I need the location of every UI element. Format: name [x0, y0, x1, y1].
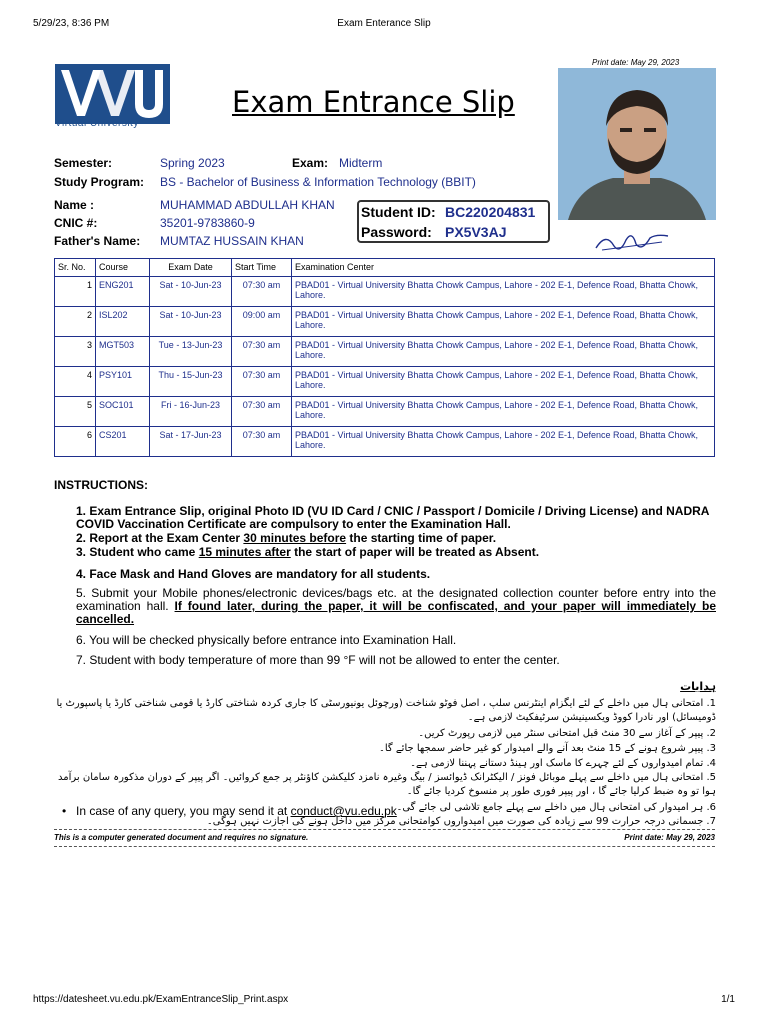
instruction-1: 1. Exam Entrance Slip, original Photo ID (VU ID Card / CNIC / Passport / Domicile / Driving License) and NADRA COVID Vaccination Certificate are compulsory to enter the Examination Hall. — [76, 504, 710, 531]
name-label: Name : — [54, 198, 95, 212]
cell-date: Tue - 13-Jun-23 — [150, 337, 232, 367]
cell-center: PBAD01 - Virtual University Bhatta Chowk Campus, Lahore - 202 E-1, Defence Road, Bhatta Chowk, Lahore. — [292, 307, 715, 337]
father-label: Father's Name: — [54, 234, 141, 248]
exam-schedule-table — [54, 258, 715, 457]
table-header-row — [55, 259, 715, 277]
cell-time: 07:30 am — [232, 427, 292, 457]
header-time: Start Time — [232, 259, 292, 277]
cell-date: Sat - 10-Jun-23 — [150, 307, 232, 337]
divider-top — [54, 829, 715, 830]
instructions-heading: INSTRUCTIONS: — [54, 478, 148, 492]
cell-time: 07:30 am — [232, 367, 292, 397]
cell-center: PBAD01 - Virtual University Bhatta Chowk Campus, Lahore - 202 E-1, Defence Road, Bhatta Chowk, Lahore. — [292, 337, 715, 367]
semester-value: Spring 2023 — [160, 156, 225, 170]
instruction-4: 4. Face Mask and Hand Gloves are mandatory for all students. — [76, 567, 431, 581]
exam-label: Exam: — [292, 156, 329, 170]
print-page-title: Exam Enterance Slip — [337, 18, 431, 29]
instruction-2-b: 30 minutes before — [243, 531, 347, 545]
cell-center: PBAD01 - Virtual University Bhatta Chowk Campus, Lahore - 202 E-1, Defence Road, Bhatta Chowk, Lahore. — [292, 427, 715, 457]
urdu-instruction-4: 4. تمام امیدواروں کے لئے چہرے کا ماسک اور ہینڈ دستانے پہننا لازمی ہے۔ — [410, 758, 716, 769]
instruction-5-a: 5. Submit your Mobile phones/electronic devices/bags etc. at the designated collection counter before entry into the examination hall. — [76, 586, 716, 613]
cell-course: ENG201 — [96, 277, 150, 307]
cell-date: Thu - 15-Jun-23 — [150, 367, 232, 397]
print-page-count: 1/1 — [721, 994, 735, 1005]
instruction-2 — [76, 532, 716, 545]
cell-time: 07:30 am — [232, 337, 292, 367]
query-text: In case of any query, you may send it at — [76, 804, 291, 818]
cell-time: 09:00 am — [232, 307, 292, 337]
cell-sr: 2 — [55, 307, 96, 337]
cell-center: PBAD01 - Virtual University Bhatta Chowk Campus, Lahore - 202 E-1, Defence Road, Bhatta Chowk, Lahore. — [292, 397, 715, 427]
urdu-instruction-6: 6. ہر امیدوار کی امتحانی ہال میں داخلے سے پہلے جامع تلاشی لی جائے گی۔ — [396, 802, 716, 813]
instruction-3 — [76, 546, 716, 559]
signature-image — [592, 228, 672, 256]
divider-bottom — [54, 846, 715, 847]
urdu-instructions-heading: ہدایات — [680, 680, 716, 693]
cell-course: PSY101 — [96, 367, 150, 397]
urdu-instruction-5: 5. امتحانی ہال میں داخلے سے پہلے موبائل فونز / الیکٹرانک ڈیوائسز / بیگ وغیرہ نامزد کلیکشن کاؤنٹر پر جمع کروائیں۔ اگر پیپر کے دوران مذکورہ سامان برآمد ہوا تو وہ ضبط کرلیا جائے گا ، اور پیپر فوری طور پر منسوخ کردیا جائے گا۔ — [58, 772, 716, 797]
cell-sr: 5 — [55, 397, 96, 427]
instruction-3-c: the start of paper will be treated as Absent. — [290, 545, 540, 559]
header-center: Examination Center — [292, 259, 715, 277]
student-photo — [558, 68, 716, 220]
student-id-value: BC220204831 — [445, 204, 536, 220]
semester-label: Semester: — [54, 156, 113, 170]
instruction-3-a: 3. Student who came — [76, 545, 199, 559]
father-value: MUMTAZ HUSSAIN KHAN — [160, 234, 304, 248]
cell-center: PBAD01 - Virtual University Bhatta Chowk Campus, Lahore - 202 E-1, Defence Road, Bhatta Chowk, Lahore. — [292, 367, 715, 397]
exam-value: Midterm — [339, 156, 383, 170]
instruction-6: 6. You will be checked physically before entrance into Examination Hall. — [76, 633, 457, 647]
bullet-icon: • — [62, 804, 67, 818]
cell-sr: 4 — [55, 367, 96, 397]
program-value: BS - Bachelor of Business & Information Technology (BBIT) — [160, 175, 476, 189]
cnic-label: CNIC #: — [54, 216, 98, 230]
table-row — [55, 367, 715, 397]
table-row — [55, 337, 715, 367]
cnic-value: 35201-9783860-9 — [160, 216, 255, 230]
table-row — [55, 307, 715, 337]
cell-sr: 3 — [55, 337, 96, 367]
table-row — [55, 427, 715, 457]
instruction-5-b: If found later, during the paper, it will be confiscated, and your paper will immediately be cancelled. — [76, 599, 716, 626]
cell-course: SOC101 — [96, 397, 150, 427]
urdu-instruction-3: 3. پیپر شروع ہونے کے 15 منٹ بعد آنے والے امیدوار کو غیر حاضر سمجھا جائے گا۔ — [378, 743, 716, 754]
table-row — [55, 397, 715, 427]
print-datetime: 5/29/23, 8:36 PM — [33, 18, 110, 29]
cell-time: 07:30 am — [232, 277, 292, 307]
cell-sr: 6 — [55, 427, 96, 457]
urdu-instruction-2: 2. پیپر کے آغاز سے 30 منٹ قبل امتحانی سنٹر میں لازمی رپورٹ کریں۔ — [418, 728, 716, 739]
print-date-top: Print date: May 29, 2023 — [592, 58, 680, 67]
cell-date: Fri - 16-Jun-23 — [150, 397, 232, 427]
instruction-5 — [76, 587, 716, 626]
header-course: Course — [96, 259, 150, 277]
password-label: Password: — [361, 224, 432, 240]
table-row — [55, 277, 715, 307]
logo-caption: Virtual University — [55, 118, 139, 129]
header-sr: Sr. No. — [55, 259, 96, 277]
instruction-3-b: 15 minutes after — [198, 545, 291, 559]
urdu-instruction-1: 1. امتحانی ہال میں داخلے کے لئے ایگزام اینٹرنس سلپ ، اصل فوٹو شناخت (ورچوئل یونیورسٹی کا جاری کردہ شناختی کارڈ یا قومی شناختی کارڈ یا پاسپورٹ یا ڈومیسائل) اور نادرا کووڈ ویکسینیشن سرٹیفکیٹ لازمی ہے۔ — [56, 698, 716, 723]
page-title: Exam Entrance Slip — [232, 85, 515, 119]
footer-note-right: Print date: May 29, 2023 — [624, 833, 715, 842]
urdu-instruction-7: 7. جسمانی درجہ حرارت 99 سے زیادہ کی صورت میں امیدواروں کوامتحانی مرکز میں داخل ہونے کی اجازت نہیں ہوگی۔ — [206, 816, 716, 827]
cell-course: CS201 — [96, 427, 150, 457]
password-value: PX5V3AJ — [445, 224, 507, 240]
name-value: MUHAMMAD ABDULLAH KHAN — [160, 198, 335, 212]
cell-date: Sat - 10-Jun-23 — [150, 277, 232, 307]
student-id-label: Student ID: — [361, 204, 436, 220]
instruction-2-c: the starting time of paper. — [346, 531, 497, 545]
instruction-2-a: 2. Report at the Exam Center — [76, 531, 244, 545]
print-url: https://datesheet.vu.edu.pk/ExamEntranceSlip_Print.aspx — [33, 994, 289, 1005]
cell-time: 07:30 am — [232, 397, 292, 427]
cell-date: Sat - 17-Jun-23 — [150, 427, 232, 457]
cell-center: PBAD01 - Virtual University Bhatta Chowk Campus, Lahore - 202 E-1, Defence Road, Bhatta Chowk, Lahore. — [292, 277, 715, 307]
program-label: Study Program: — [54, 175, 145, 189]
query-email-link[interactable]: conduct@vu.edu.pk — [290, 804, 397, 818]
instruction-7: 7. Student with body temperature of more than 99 °F will not be allowed to enter the center. — [76, 653, 560, 667]
cell-course: MGT503 — [96, 337, 150, 367]
cell-sr: 1 — [55, 277, 96, 307]
footer-note-left: This is a computer generated document and requires no signature. — [54, 833, 309, 842]
credentials-box — [357, 200, 550, 243]
query-line — [62, 804, 397, 818]
header-date: Exam Date — [150, 259, 232, 277]
cell-course: ISL202 — [96, 307, 150, 337]
